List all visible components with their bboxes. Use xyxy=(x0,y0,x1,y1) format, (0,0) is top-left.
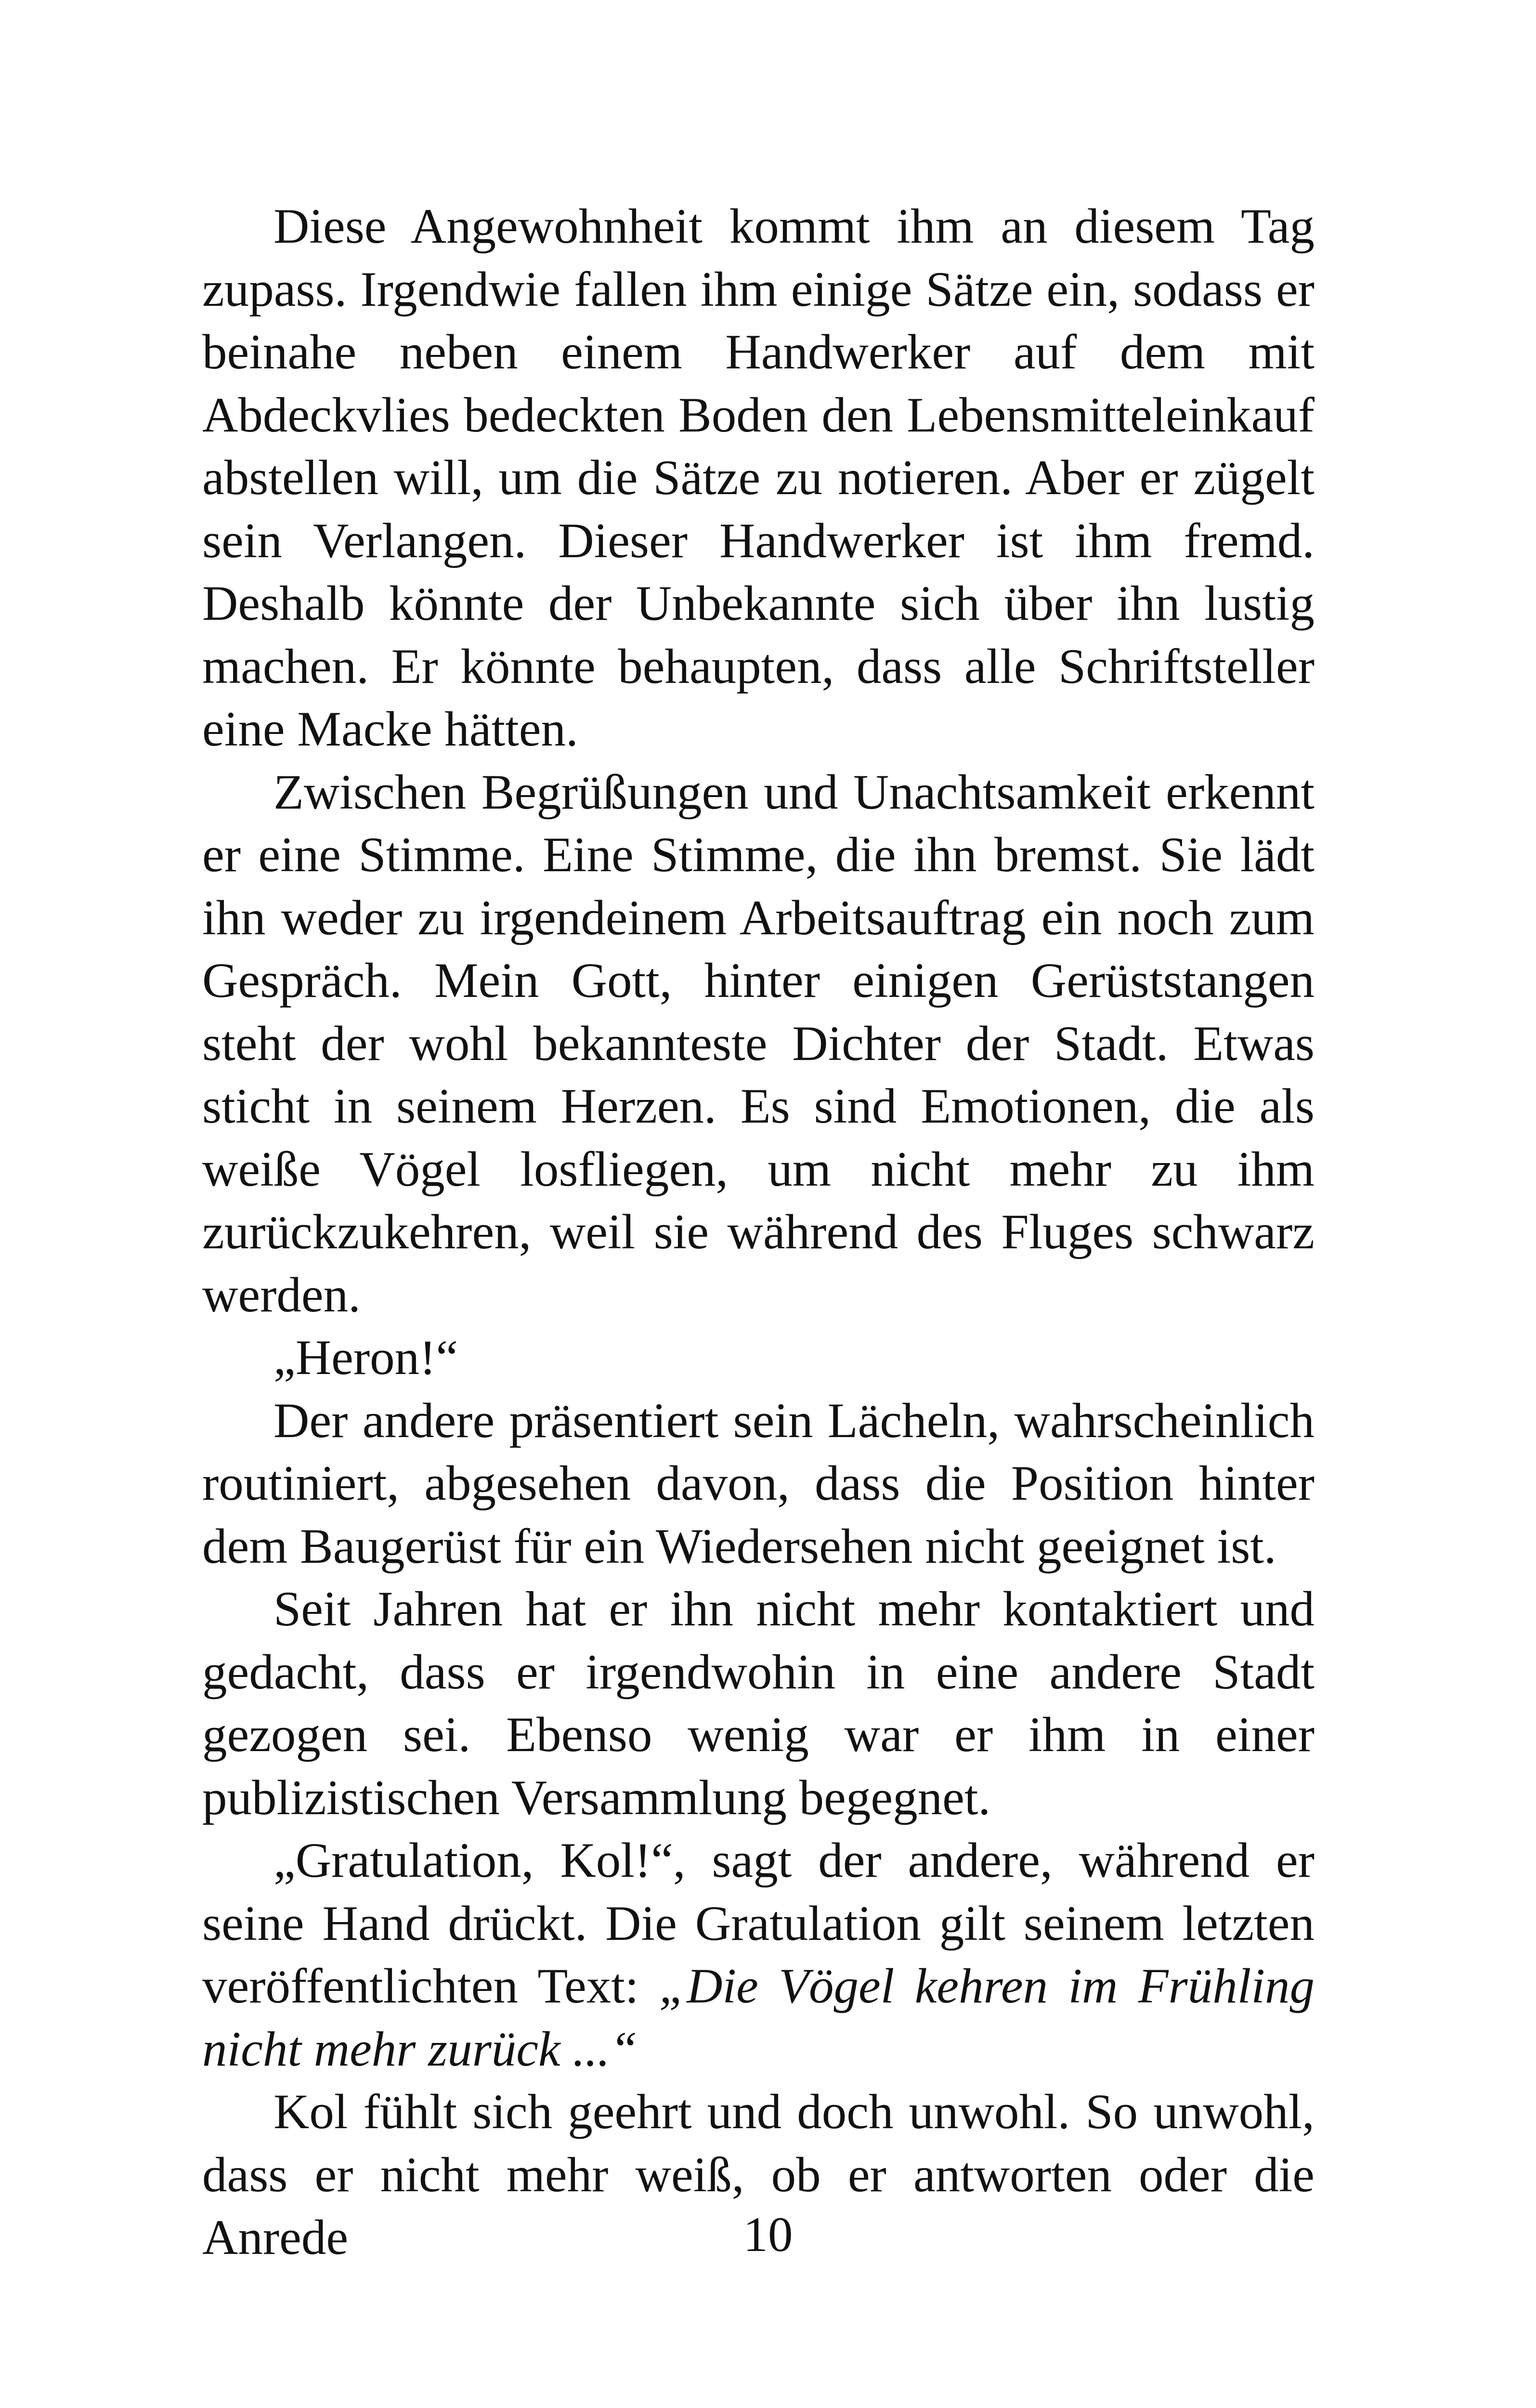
paragraph-gratulation xyxy=(202,1829,1315,2081)
book-title-italic: „Die Vögel kehren im Frühling nicht mehr zurück ...“ xyxy=(202,1959,1315,2077)
paragraph-heron: „Heron!“ xyxy=(273,1330,458,1385)
body-text xyxy=(202,195,1315,2269)
paragraph-habit: Diese Angewohnheit kommt ihm an diesem Tag zupass. Irgendwie fallen ihm einige Sätze ein, sodass er beinahe neben einem Handwerker auf dem mit Abdeckvlies bedeckten Boden den Lebensmitteleinkauf abstellen will, um die Sätze zu notieren. Aber er zügelt sein Verlangen. Dieser Handwerker ist ihm fremd. Deshalb könnte der Unbekannte sich über ihn lustig machen. Er könnte behaupten, dass alle Schriftsteller eine Macke hätten. xyxy=(202,199,1315,757)
page-number: 10 xyxy=(743,2207,793,2262)
paragraph-voice: Zwischen Begrüßungen und Unachtsamkeit erkennt er eine Stimme. Eine Stimme, die ihn bremst. Sie lädt ihn weder zu irgendeinem Arbeitsauftrag ein noch zum Gespräch. Mein Gott, hinter einigen Gerüststangen steht der wohl bekannteste Dichter der Stadt. Etwas sticht in seinem Herzen. Es sind Emotionen, die als weiße Vögel losfliegen, um nicht mehr zu ihm zurückzukehren, weil sie während des Fluges schwarz werden. xyxy=(202,764,1315,1322)
paragraph-years: Seit Jahren hat er ihn nicht mehr kontaktiert und gedacht, dass er irgendwohin in eine andere Stadt gezogen sei. Ebenso wenig war er ihm in einer publizistischen Versammlung begegnet. xyxy=(202,1582,1315,1825)
paragraph-final: Kol fühlt sich geehrt und doch unwohl. So unwohl, dass er nicht mehr weiß, ob er antworten oder die Anrede xyxy=(202,2084,1315,2265)
gratulation-text: „Gratulation, Kol!“, sagt der andere, während er seine Hand drückt. Die Gratulation gilt seinem letzten veröffentlichten Text: xyxy=(202,1833,1315,2014)
paragraph-smile: Der andere präsentiert sein Lächeln, wahrscheinlich routiniert, abgesehen davon, dass die Position hinter dem Baugerüst für ein Wiedersehen nicht geeignet ist. xyxy=(202,1393,1315,1574)
